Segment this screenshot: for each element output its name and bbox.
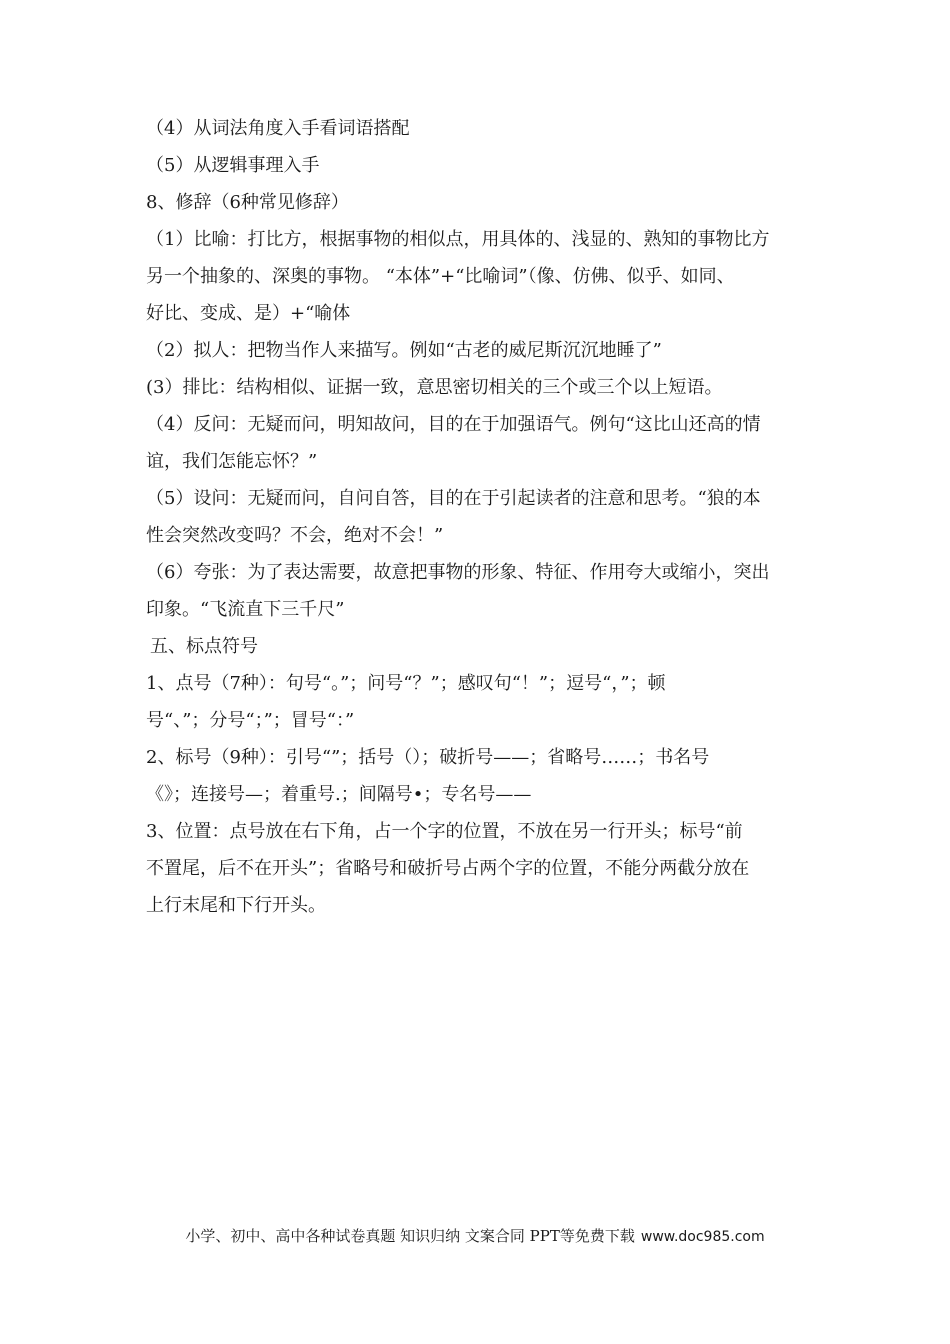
text-line: 《》；连接号—；着重号.；间隔号•；专名号——	[146, 784, 532, 805]
footer-url[interactable]: www.doc985.com	[640, 1229, 765, 1245]
document-body	[146, 110, 814, 924]
text-line: （1）比喻：打比方，根据事物的相似点，用具体的、浅显的、熟知的事物比方	[146, 229, 770, 250]
text-line: 3、位置：点号放在右下角，占一个字的位置，不放在另一行开头；标号“前	[146, 821, 743, 842]
text-line: 号“、”；分号“；”；冒号“：”	[146, 710, 355, 731]
text-line: （6）夸张：为了表达需要，故意把事物的形象、特征、作用夸大或缩小，突出	[146, 562, 770, 583]
text-line: (3）排比：结构相似、证据一致，意思密切相关的三个或三个以上短语。	[146, 377, 723, 398]
text-line: 上行末尾和下行开头。	[146, 895, 326, 916]
text-line: （5）设问：无疑而问，自问自答，目的在于引起读者的注意和思考。“狼的本	[146, 488, 761, 509]
page-footer	[0, 1226, 950, 1247]
section-heading: 8、修辞（6种常见修辞）	[146, 192, 349, 213]
text-line: 谊，我们怎能忘怀？”	[146, 451, 318, 472]
text-line: 性会突然改变吗？不会，绝对不会！”	[146, 525, 444, 546]
text-line: 印象。“飞流直下三千尺”	[146, 599, 345, 620]
text-line: （4）从词法角度入手看词语搭配	[146, 118, 410, 139]
text-line: 另一个抽象的、深奥的事物。 “本体”+“比喻词”（像、仿佛、似乎、如同、	[146, 266, 735, 287]
text-line: 1、点号（7种）：句号“。”；问号“？”；感叹句“！”；逗号“，”；顿	[146, 673, 666, 694]
text-line: （4）反问：无疑而问，明知故问，目的在于加强语气。例句“这比山还高的情	[146, 414, 761, 435]
text-line: 不置尾，后不在开头”；省略号和破折号占两个字的位置，不能分两截分放在	[146, 858, 750, 879]
text-line: （2）拟人：把物当作人来描写。例如“古老的威尼斯沉沉地睡了”	[146, 340, 662, 361]
text-line: （5）从逻辑事理入手	[146, 155, 320, 176]
text-line: 2、标号（9种）：引号“”；括号（）；破折号——；省略号……；书名号	[146, 747, 710, 768]
text-line: 好比、变成、是）+“喻体	[146, 303, 351, 324]
section-heading: 五、标点符号	[150, 636, 258, 657]
footer-text: 小学、初中、高中各种试卷真题 知识归纳 文案合同 PPT等免费下载	[185, 1227, 635, 1245]
